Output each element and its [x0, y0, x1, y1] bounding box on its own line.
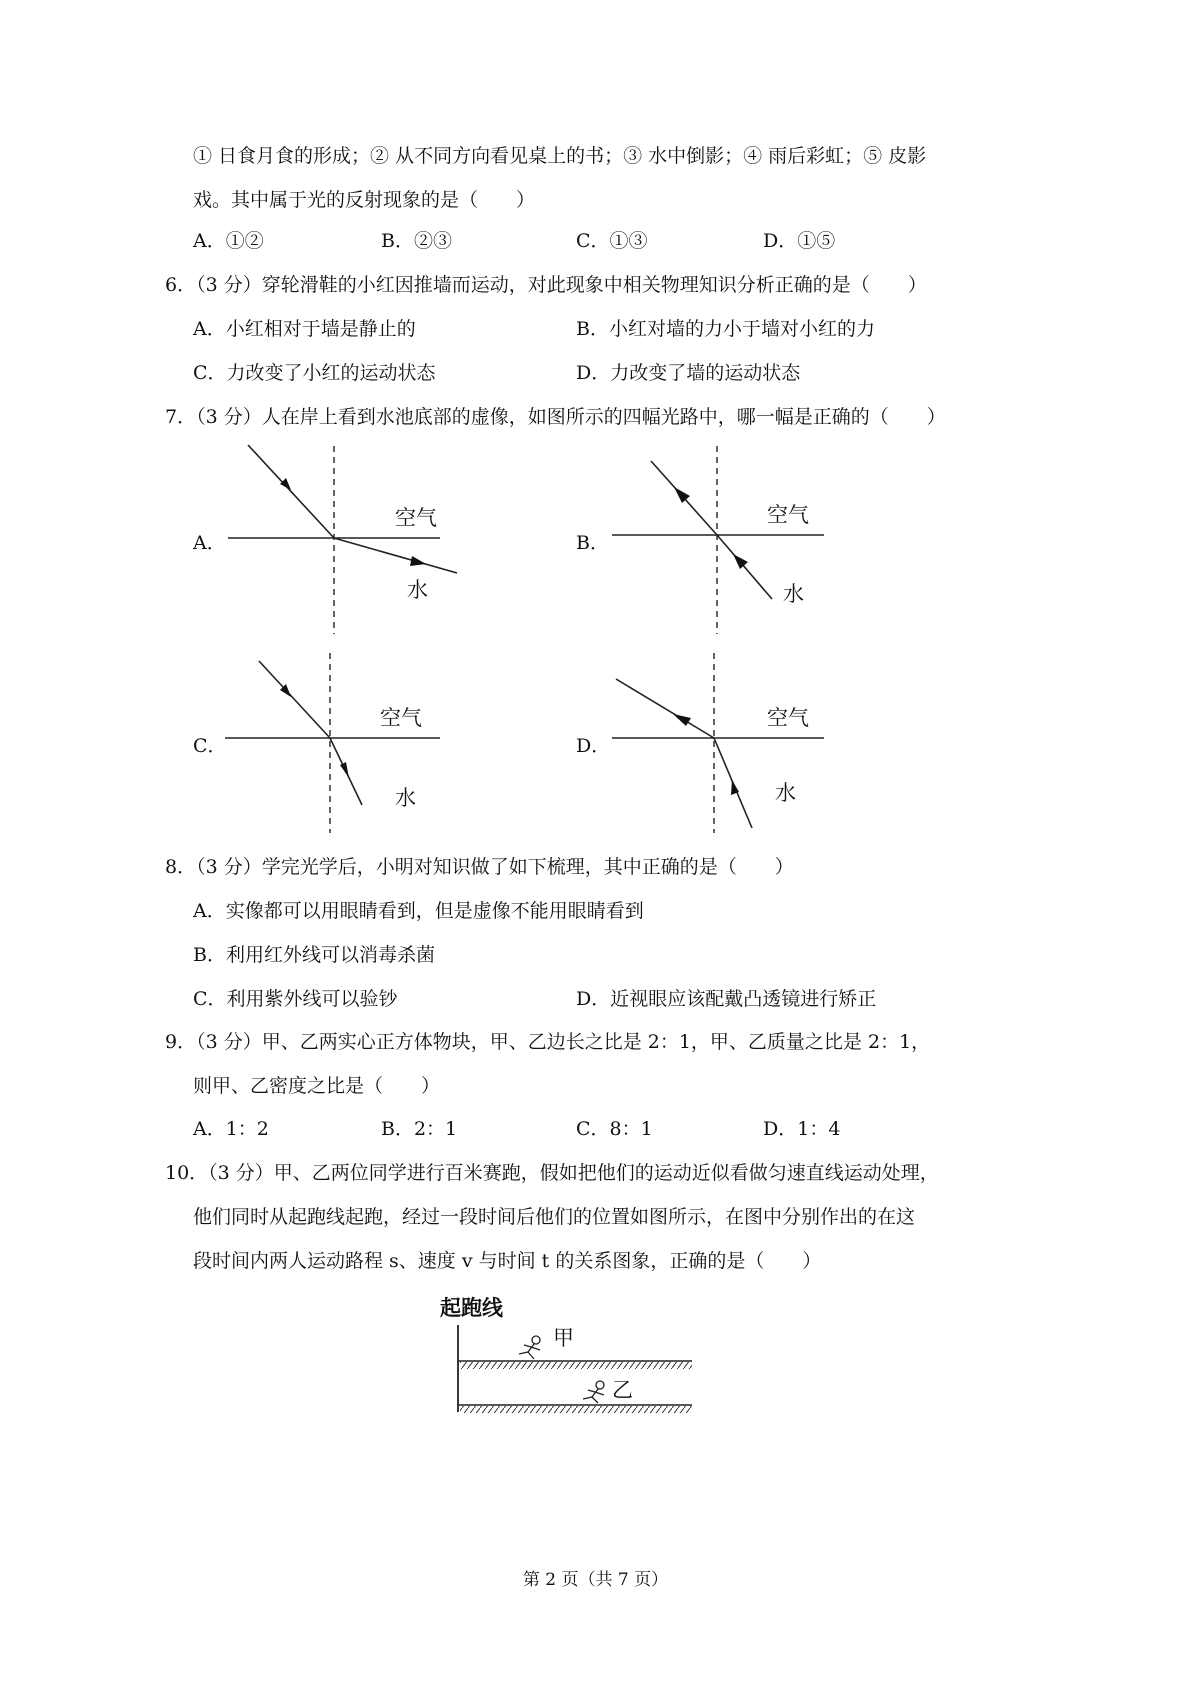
q6-option-d: D．力改变了墙的运动状态	[576, 362, 801, 384]
q7-stem: 7．（3 分）人在岸上看到水池底部的虚像，如图所示的四幅光路中，哪一幅是正确的（ ）	[165, 406, 946, 428]
q6-option-c: C．力改变了小红的运动状态	[193, 362, 436, 384]
runner-jia-icon	[519, 1336, 540, 1359]
q10-line1: 10．（3 分）甲、乙两位同学进行百米赛跑，假如把他们的运动近似看做匀速直线运动处理，	[165, 1162, 939, 1184]
q10-line2: 他们同时从起跑线起跑，经过一段时间后他们的位置如图所示，在图中分别作出的在这	[193, 1206, 916, 1228]
q5-option-c: C．①③	[576, 230, 648, 252]
runner-yi-label: 乙	[612, 1378, 633, 1402]
q7-figure-b-label: B．	[576, 532, 609, 554]
runner-jia-label: 甲	[553, 1326, 574, 1350]
q9-option-c: C．8：1	[576, 1118, 653, 1140]
page-footer: 第 2 页（共 7 页）	[522, 1570, 669, 1590]
q7-figure-a-water: 水	[407, 578, 428, 602]
q6-option-a: A．小红相对于墙是静止的	[193, 318, 416, 340]
q10-line3: 段时间内两人运动路程 s、速度 v 与时间 t 的关系图象，正确的是（ ）	[193, 1250, 822, 1272]
q8-option-d: D．近视眼应该配戴凸透镜进行矫正	[576, 988, 877, 1010]
q7-figure-d-air: 空气	[767, 706, 809, 730]
q7-figure-c-air: 空气	[380, 706, 422, 730]
q8-option-a: A．实像都可以用眼睛看到，但是虚像不能用眼睛看到	[193, 900, 644, 922]
q7-figure-d-water: 水	[775, 781, 796, 805]
race-title: 起跑线	[440, 1296, 503, 1320]
q6-stem: 6．（3 分）穿轮滑鞋的小红因推墙而运动，对此现象中相关物理知识分析正确的是（ ）	[165, 274, 927, 296]
q7-figure-b-air: 空气	[767, 503, 809, 527]
q8-stem: 8．（3 分）学完光学后，小明对知识做了如下梳理，其中正确的是（ ）	[165, 856, 794, 878]
q7-figure-c-water: 水	[395, 786, 416, 810]
q5-option-d: D．①⑤	[763, 230, 836, 252]
q9-option-b: B．2：1	[381, 1118, 458, 1140]
q7-figure-d-label: D．	[576, 735, 611, 757]
runner-yi-icon	[583, 1381, 604, 1403]
q8-option-b: B．利用红外线可以消毒杀菌	[193, 944, 435, 966]
q8-option-c: C．利用紫外线可以验钞	[193, 988, 398, 1010]
q6-option-b: B．小红对墙的力小于墙对小红的力	[576, 318, 875, 340]
q5-line1: ① 日食月食的形成；② 从不同方向看见桌上的书；③ 水中倒影；④ 雨后彩虹；⑤ 皮影	[193, 145, 927, 167]
q9-option-a: A．1：2	[193, 1118, 269, 1140]
q5-line2: 戏。其中属于光的反射现象的是（ ）	[193, 189, 536, 211]
q7-figure-a-label: A．	[193, 532, 226, 554]
q7-figure-c-label: C．	[193, 735, 227, 757]
q7-figure-b-water: 水	[783, 582, 804, 606]
q5-option-b: B．②③	[381, 230, 452, 252]
q9-line2: 则甲、乙密度之比是（ ）	[193, 1075, 441, 1097]
q9-option-d: D．1：4	[763, 1118, 841, 1140]
q9-line1: 9．（3 分）甲、乙两实心正方体物块，甲、乙边长之比是 2：1，甲、乙质量之比是 2：1，	[165, 1031, 931, 1053]
q7-figure-a-air: 空气	[395, 506, 437, 530]
q5-option-a: A．①②	[193, 230, 264, 252]
